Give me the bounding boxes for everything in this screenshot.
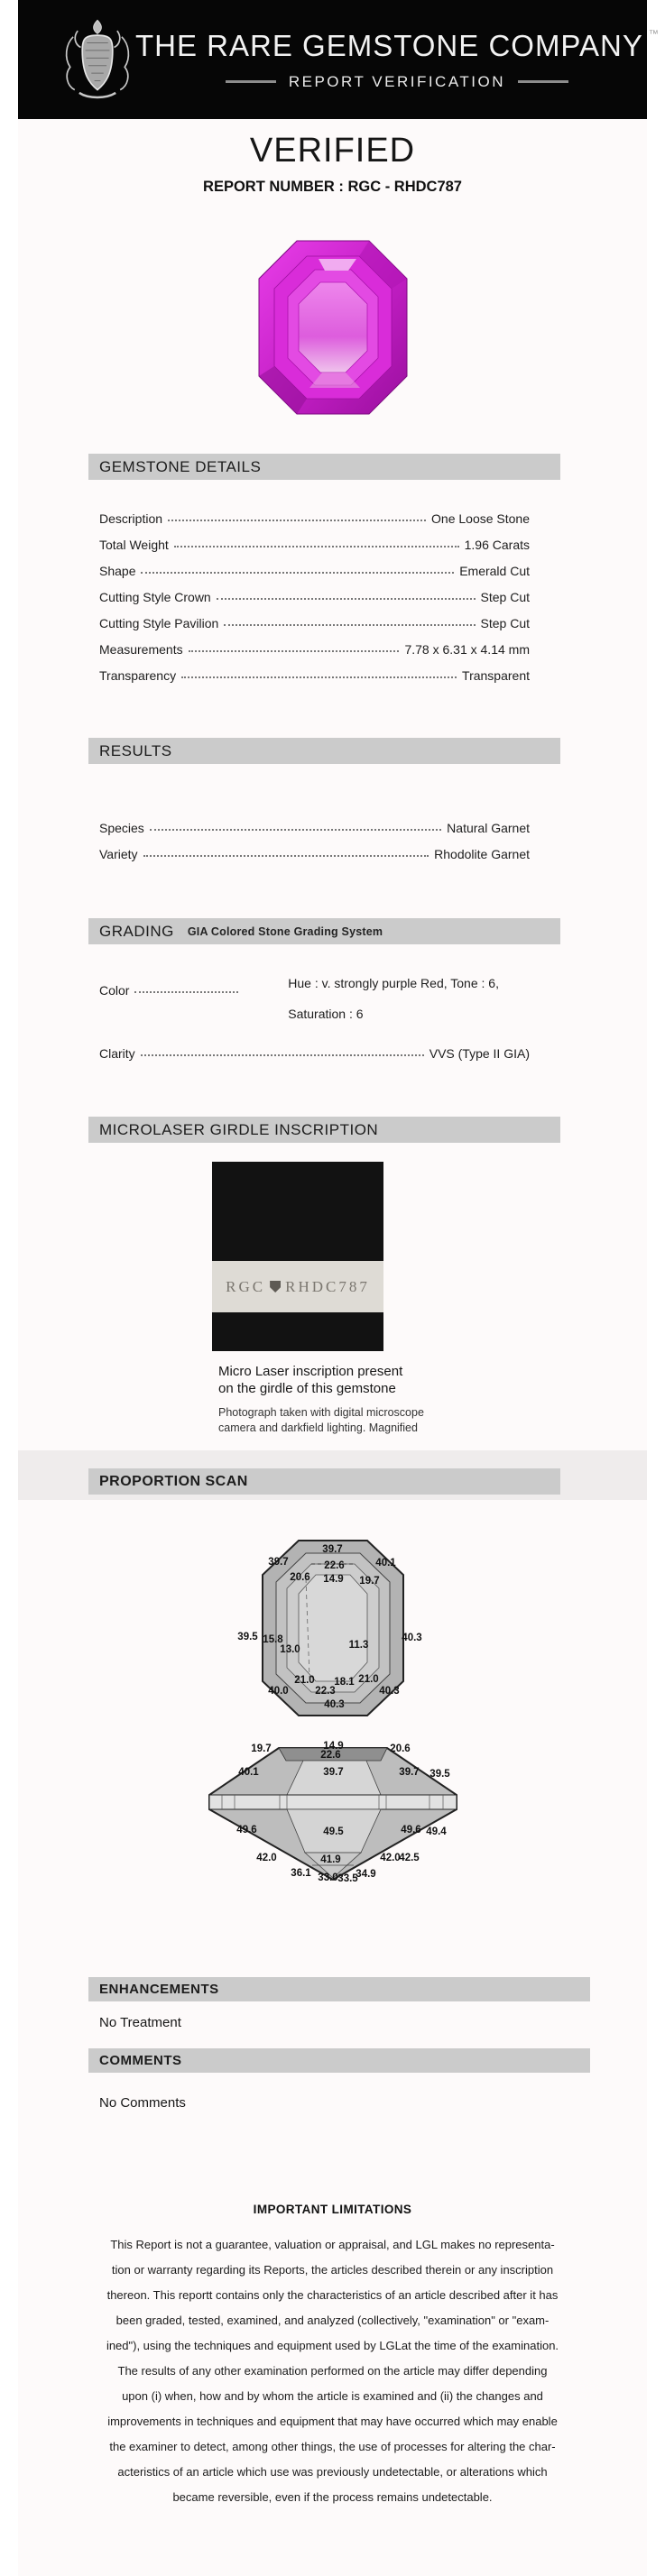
proportion-measurement: 40.0 xyxy=(268,1686,289,1697)
table-row xyxy=(99,500,530,526)
row-value: 1.96 Carats xyxy=(464,538,530,552)
trademark-symbol: ™ xyxy=(648,28,659,40)
text-line: tion or warranty regarding its Reports, the articles described therein or any inscription xyxy=(111,2263,554,2277)
dot-leader xyxy=(141,1054,424,1056)
row-label: Cutting Style Pavilion xyxy=(99,616,219,630)
proportion-measurement: 21.0 xyxy=(358,1674,379,1685)
proportion-measurement: 39.5 xyxy=(237,1632,258,1642)
proportion-measurement: 19.7 xyxy=(359,1576,380,1587)
text-line: Photograph taken with digital microscope xyxy=(218,1406,424,1419)
header-tagline: REPORT VERIFICATION xyxy=(288,72,506,90)
section-proportion-header xyxy=(88,1468,560,1495)
section-title: COMMENTS xyxy=(99,2053,182,2068)
proportion-measurement: 40.3 xyxy=(379,1686,400,1697)
row-value: Rhodolite Garnet xyxy=(434,847,530,861)
header xyxy=(18,0,659,119)
proportion-measurement: 11.3 xyxy=(348,1640,369,1651)
rgc-shield-icon xyxy=(270,1281,281,1293)
gemstone-details-rows xyxy=(99,500,530,683)
text-line: thereon. This reportt contains only the characteristics of an article described after it has xyxy=(106,2288,559,2302)
verified-status: VERIFIED xyxy=(249,132,416,170)
color-label-cell xyxy=(99,971,244,998)
table-row xyxy=(99,835,530,861)
tagline-rule-left xyxy=(226,80,276,83)
row-value: One Loose Stone xyxy=(431,511,530,526)
row-label: Species xyxy=(99,821,144,835)
section-enhancements-header xyxy=(88,1977,590,2001)
row-label: Variety xyxy=(99,847,138,861)
proportion-measurement: 49.6 xyxy=(401,1825,421,1835)
table-row xyxy=(99,552,530,578)
section-comments-header xyxy=(88,2048,590,2073)
row-label: Total Weight xyxy=(99,538,169,552)
proportion-measurement: 42.5 xyxy=(399,1853,420,1863)
section-title: ENHANCEMENTS xyxy=(99,1982,219,1997)
inscription-text-suffix: RHDC787 xyxy=(285,1277,370,1295)
row-value: Natural Garnet xyxy=(447,821,530,835)
section-results-header xyxy=(88,738,560,764)
table-row xyxy=(99,630,530,657)
proportion-measurement: 42.0 xyxy=(256,1853,277,1863)
proportion-profile-view xyxy=(193,1743,473,1887)
inscription-text-prefix: RGC xyxy=(226,1277,266,1295)
row-value: Emerald Cut xyxy=(459,564,530,578)
section-title: GEMSTONE DETAILS xyxy=(99,457,262,475)
profile-view-diagram xyxy=(193,1743,473,1887)
row-value: VVS (Type II GIA) xyxy=(429,1046,530,1061)
text-line: the examiner to detect, among other things, the use of processes for altering the char- xyxy=(109,2440,556,2453)
dot-leader xyxy=(168,520,426,521)
grading-subtitle: GIA Colored Stone Grading System xyxy=(187,925,383,938)
color-value: Hue : v. strongly purple Red, Tone : 6, Saturation : 6 xyxy=(288,976,499,1021)
text-line: acteristics of an article which use was previously undetectable, or alterations which xyxy=(117,2465,548,2479)
dot-leader xyxy=(174,546,459,547)
proportion-measurement: 41.9 xyxy=(320,1854,341,1865)
grading-rows xyxy=(99,971,532,1061)
proportion-measurement: 20.6 xyxy=(290,1572,310,1583)
table-row xyxy=(99,657,530,683)
color-row xyxy=(99,971,532,1029)
row-value: Step Cut xyxy=(480,616,530,630)
section-title: GRADING xyxy=(99,922,174,940)
proportion-crown-view xyxy=(234,1538,432,1718)
proportion-measurement: 49.5 xyxy=(323,1826,344,1837)
row-value: 7.78 x 6.31 x 4.14 mm xyxy=(404,642,530,657)
gemstone-image xyxy=(255,237,411,418)
proportion-measurement: 21.0 xyxy=(294,1675,315,1686)
limitations-paragraph xyxy=(18,2232,647,2510)
proportion-measurement: 39.5 xyxy=(429,1769,450,1780)
proportion-measurement: 42.0 xyxy=(380,1853,401,1863)
row-label: Shape xyxy=(99,564,136,578)
text-line: camera and darkfield lighting. Magnified xyxy=(218,1421,418,1434)
proportion-measurement: 33.5 xyxy=(337,1873,358,1884)
text-line: been graded, tested, examined, and analyzed (collectively, "examination" or "exam- xyxy=(115,2314,550,2327)
dot-leader xyxy=(217,598,476,600)
row-label: Measurements xyxy=(99,642,183,657)
header-tagline-row xyxy=(135,73,659,91)
proportion-measurement: 15.8 xyxy=(263,1634,283,1645)
row-label: Description xyxy=(99,511,163,526)
proportion-measurement: 22.6 xyxy=(324,1560,345,1571)
proportion-measurement: 39.7 xyxy=(323,1767,344,1778)
proportion-measurement: 22.3 xyxy=(315,1686,336,1697)
proportion-measurement: 49.4 xyxy=(426,1826,447,1837)
inscription-band xyxy=(212,1261,383,1312)
table-row xyxy=(99,809,530,835)
table-row xyxy=(99,604,530,630)
text-line: became reversible, even if the process remains undetectable. xyxy=(172,2490,493,2504)
proportion-measurement: 40.1 xyxy=(238,1767,259,1778)
proportion-measurement: 40.3 xyxy=(402,1633,422,1643)
text-line: improvements in techniques and equipment that may have occurred which may enable xyxy=(107,2415,558,2428)
inscription-caption xyxy=(218,1363,412,1397)
dot-leader xyxy=(141,572,454,574)
section-title: PROPORTION SCAN xyxy=(99,1473,248,1489)
text-line: upon (i) when, how and by whom the article is examined and (ii) the changes and xyxy=(122,2389,543,2403)
results-rows xyxy=(99,809,530,861)
report-number: REPORT NUMBER : RGC - RHDC787 xyxy=(203,179,462,195)
section-title: MICROLASER GIRDLE INSCRIPTION xyxy=(99,1120,379,1138)
comments-value: No Comments xyxy=(99,2095,186,2111)
proportion-measurement: 19.7 xyxy=(251,1743,272,1754)
proportion-measurement: 14.9 xyxy=(323,1574,344,1585)
proportion-measurement: 40.3 xyxy=(324,1699,345,1710)
proportion-measurement: 13.0 xyxy=(280,1644,300,1655)
proportion-measurement: 22.6 xyxy=(320,1750,341,1761)
section-gemstone-details-header xyxy=(88,454,560,480)
text-line: on the girdle of this gemstone xyxy=(218,1381,396,1396)
company-crest-logo xyxy=(60,14,135,106)
proportion-measurement: 33.0 xyxy=(318,1872,338,1883)
clarity-row xyxy=(99,1035,530,1061)
dot-leader xyxy=(143,855,429,857)
dot-leader xyxy=(224,624,475,626)
text-line: The results of any other examination performed on the article may differ depending xyxy=(117,2364,548,2378)
text-line: ined"), using the techniques and equipment used by LGLat the time of the examination. xyxy=(106,2339,559,2352)
dot-leader xyxy=(134,991,238,993)
row-label: Clarity xyxy=(99,1046,135,1061)
proportion-scan-strip xyxy=(18,1450,647,1500)
tagline-rule-right xyxy=(518,80,568,83)
proportion-measurement: 20.6 xyxy=(390,1743,411,1754)
row-value: Step Cut xyxy=(480,590,530,604)
proportion-measurement: 18.1 xyxy=(334,1677,355,1688)
proportion-measurement: 39.7 xyxy=(268,1557,289,1568)
dot-leader xyxy=(181,676,457,678)
inscription-note xyxy=(218,1405,449,1436)
report-verification-page xyxy=(18,0,659,2576)
section-inscription-header xyxy=(88,1117,560,1143)
dot-leader xyxy=(189,650,400,652)
text-line: Micro Laser inscription present xyxy=(218,1364,403,1379)
inscription-photo xyxy=(212,1162,383,1351)
company-name: THE RARE GEMSTONE COMPANY xyxy=(135,28,643,62)
header-text-block xyxy=(135,29,665,91)
proportion-measurement: 36.1 xyxy=(291,1868,311,1879)
gemstone-photo xyxy=(18,237,647,422)
text-line: This Report is not a guarantee, valuation or appraisal, and LGL makes no representa- xyxy=(110,2238,555,2251)
section-title: RESULTS xyxy=(99,741,172,759)
proportion-measurement: 34.9 xyxy=(356,1869,376,1880)
proportion-measurement: 39.7 xyxy=(399,1767,420,1778)
row-label: Color xyxy=(99,983,130,998)
section-grading-header xyxy=(88,918,560,944)
enhancements-value: No Treatment xyxy=(99,2015,181,2030)
limitations-title: IMPORTANT LIMITATIONS xyxy=(253,2203,412,2216)
table-row xyxy=(99,578,530,604)
row-value: Transparent xyxy=(462,668,530,683)
proportion-measurement: 14.9 xyxy=(323,1741,344,1752)
row-label: Transparency xyxy=(99,668,177,683)
dot-leader xyxy=(150,829,441,831)
proportion-measurement: 39.7 xyxy=(322,1544,343,1555)
proportion-measurement: 49.6 xyxy=(236,1825,257,1835)
proportion-measurement: 40.1 xyxy=(375,1558,396,1569)
row-label: Cutting Style Crown xyxy=(99,590,211,604)
table-row xyxy=(99,526,530,552)
